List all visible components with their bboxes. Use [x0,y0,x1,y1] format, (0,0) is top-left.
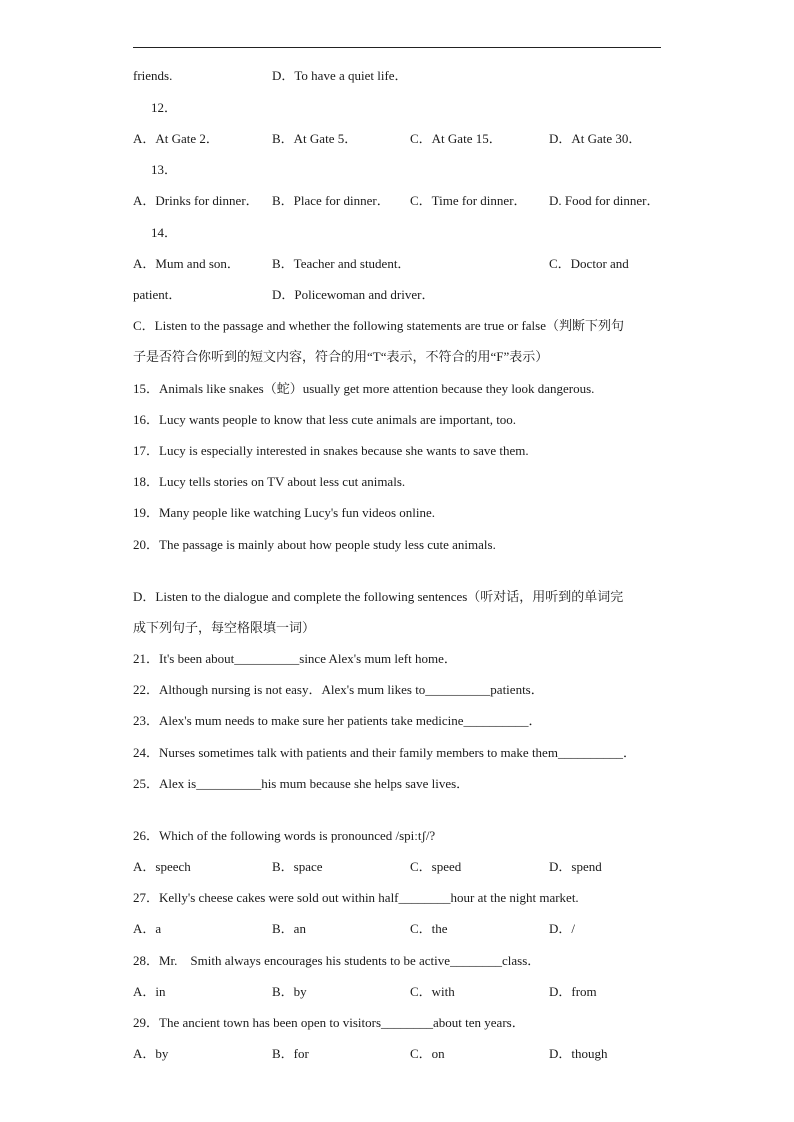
statement: 16．Lucy wants people to know that less cute animals are important, too. [133,412,517,427]
option-c: C．the [410,921,448,936]
question-stem: 27．Kelly's cheese cakes were sold out within half________hour at the night market. [133,890,579,905]
option-a: A．speech [133,859,191,874]
option-b: B．Place for dinner． [272,193,390,208]
option-b: B．an [272,921,306,936]
question-number: 12． [151,100,178,115]
fill-sentence: 22．Although nursing is not easy．Alex's mum likes to__________patients． [133,682,544,697]
option-d: D．though [549,1046,608,1061]
option-d: D．Policewoman and driver． [272,287,435,302]
option-a: A．by [133,1046,169,1061]
option-a: A．Mum and son． [133,256,240,271]
option-c: C．Time for dinner． [410,193,527,208]
option-d: D．spend [549,859,602,874]
option-d: D．To have a quiet life． [272,68,408,83]
option-c: C．At Gate 15． [410,131,502,146]
option-a: A．a [133,921,162,936]
section-c-instruction: C．Listen to the passage and whether the following statements are true or false（判断下列句 [133,318,624,333]
statement: 19．Many people like watching Lucy's fun videos online. [133,505,436,520]
section-c-instruction-cont: 子是否符合你听到的短文内容，符合的用“T“表示，不符合的用“F”表示） [133,349,549,364]
option-c: C．Doctor and [549,256,629,271]
option-b: B．At Gate 5． [272,131,358,146]
question-stem: 28．Mr. Smith always encourages his students to be active________class． [133,953,541,968]
option-a: A．At Gate 2． [133,131,219,146]
option-c: C．with [410,984,455,999]
question-number: 14． [151,225,178,240]
option-b: B．space [272,859,323,874]
option-d: D．At Gate 30． [549,131,642,146]
fill-sentence: 23．Alex's mum needs to make sure her patients take medicine__________． [133,713,542,728]
section-d-instruction-cont: 成下列句子，每空格限填一词） [133,620,316,635]
option-b: B．Teacher and student． [272,256,411,271]
option-a: A．in [133,984,166,999]
option-d: D. Food for dinner． [549,193,660,208]
option-d: D．/ [549,921,576,936]
option-c-continued: patient． [133,287,182,302]
fill-sentence: 25．Alex is__________his mum because she helps save lives． [133,776,470,791]
statement: 17．Lucy is especially interested in snakes because she wants to save them. [133,443,529,458]
option-c: C．on [410,1046,445,1061]
section-d-instruction: D．Listen to the dialogue and complete the following sentences（听对话，用听到的单词完 [133,589,624,604]
question-number: 13． [151,162,178,177]
statement: 20．The passage is mainly about how people study less cute animals. [133,537,496,552]
statement: 15．Animals like snakes（蛇）usually get more attention because they look dangerous. [133,381,595,396]
question-stem: 29．The ancient town has been open to visitors________about ten years． [133,1015,525,1030]
question-stem: 26．Which of the following words is pronounced /spiːtʃ/? [133,828,436,843]
header-rule [133,47,661,48]
fill-sentence: 24．Nurses sometimes talk with patients and their family members to make them__________． [133,745,636,760]
option-d: D．from [549,984,597,999]
option-a: A．Drinks for dinner． [133,193,259,208]
fill-sentence: 21．It's been about__________since Alex's mum left home． [133,651,457,666]
option-text: friends. [133,68,173,83]
option-b: B．for [272,1046,309,1061]
statement: 18．Lucy tells stories on TV about less cut animals. [133,474,406,489]
option-c: C．speed [410,859,462,874]
option-b: B．by [272,984,307,999]
